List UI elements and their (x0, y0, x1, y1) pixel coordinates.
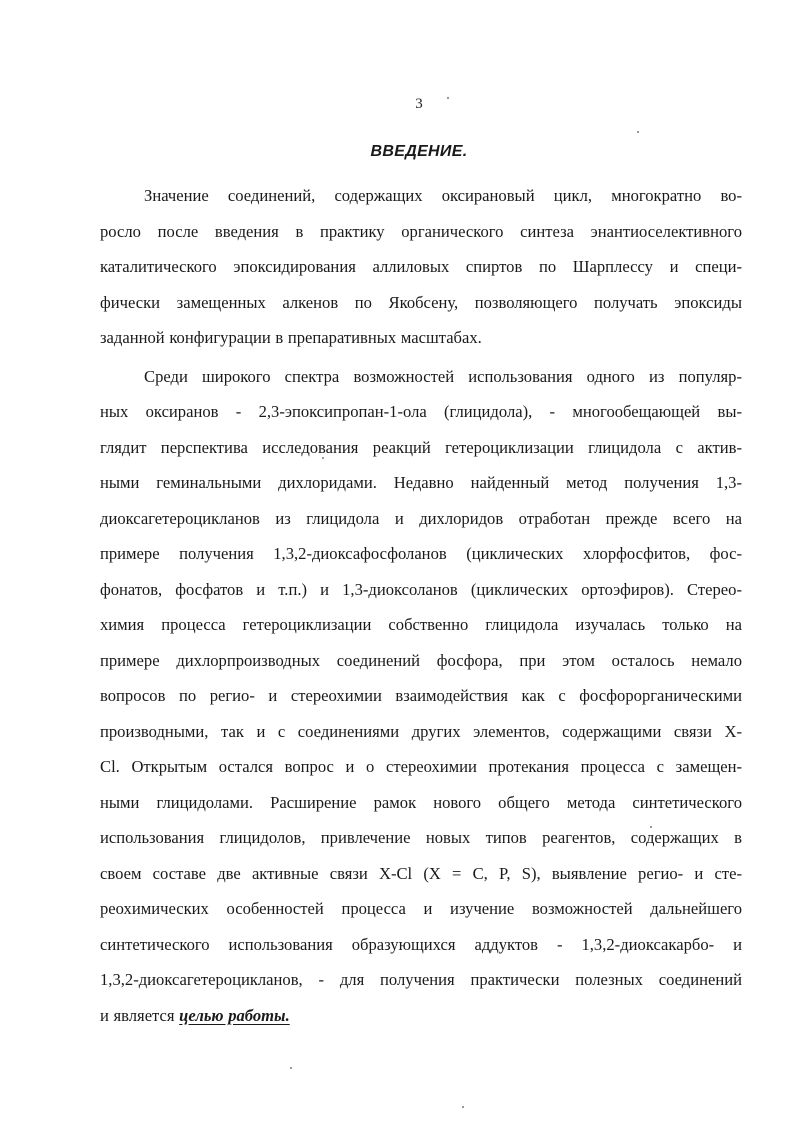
emphasis-goal: целью работы. (179, 1005, 290, 1025)
paragraph-line: примере дихлорпроизводных соединений фосфора, при этом осталось немало (100, 650, 742, 670)
paragraph-line: заданной конфигурации в препаративных масштабах. (100, 328, 482, 347)
paragraph-line: реохимических особенностей процесса и изучение возможностей дальнейшего (100, 899, 742, 918)
body-text (100, 178, 742, 1036)
paragraph-line: каталитического эпоксидирования аллиловых спиртов по Шарплессу и специ- (100, 257, 742, 276)
section-title: ВВЕДЕНИЕ. (370, 143, 468, 160)
scan-speck (290, 1067, 292, 1069)
paragraph-line: ных оксиранов - 2,3-эпоксипропан-1-ола (глицидола), - многообещающей вы- (100, 402, 742, 421)
scan-speck (322, 457, 324, 459)
last-line-prefix: и является (100, 1005, 180, 1025)
paragraph-line: ными глицидолами. Расширение рамок нового общего метода синтетического (100, 792, 742, 812)
paragraph-line: фонатов, фосфатов и т.п.) и 1,3-диоксоланов (циклических ортоэфиров). Стерео- (100, 579, 742, 599)
paragraph-2 (100, 359, 742, 1034)
paragraph-line: Среди широкого спектра возможностей использования одного из популяр- (144, 366, 742, 386)
paragraph-line: 1,3,2-диоксагетероцикланов, - для получения практически полезных соединений (100, 970, 742, 989)
paragraph-line: росло после введения в практику органического синтеза энантиоселективного (100, 221, 742, 241)
paragraph-line: диоксагетероцикланов из глицидола и дихлоридов отработан прежде всего на (100, 508, 742, 528)
paragraph-line: использования глицидолов, привлечение новых типов реагентов, содержащих в (100, 828, 742, 847)
paragraph-line: своем составе две активные связи X-Cl (X = C, P, S), выявление регио- и сте- (100, 863, 742, 883)
paragraph-line: Cl. Открытым остался вопрос и о стереохимии протекания процесса с замещен- (100, 757, 742, 776)
scan-speck (637, 131, 639, 133)
paragraph-1 (100, 178, 742, 356)
page-number: 3 (415, 96, 423, 112)
paragraph-line: фически замещенных алкенов по Якобсену, позволяющего получать эпоксиды (100, 292, 742, 312)
paragraph-line: ными геминальными дихлоридами. Недавно найденный метод получения 1,3- (100, 473, 742, 492)
paragraph-line: примере получения 1,3,2-диоксафосфоланов (циклических хлорфосфитов, фос- (100, 544, 742, 563)
scan-speck (447, 97, 449, 99)
paragraph-line: глядит перспектива исследования реакций гетероциклизации глицидола с актив- (100, 437, 742, 457)
paragraph-line: вопросов по регио- и стереохимии взаимодействия как с фосфорорганическими (100, 686, 742, 705)
scan-speck (650, 826, 652, 828)
paragraph-line: химия процесса гетероциклизации собственно глицидола изучалась только на (100, 615, 742, 634)
paragraph-last-line (100, 998, 742, 1034)
paragraph-line: Значение соединений, содержащих оксирановый цикл, многократно во- (144, 186, 742, 205)
paragraph-line: производными, так и с соединениями других элементов, содержащими связи X- (100, 721, 742, 741)
paragraph-line: синтетического использования образующихся аддуктов - 1,3,2-диоксакарбо- и (100, 934, 742, 954)
scan-speck (462, 1106, 464, 1108)
